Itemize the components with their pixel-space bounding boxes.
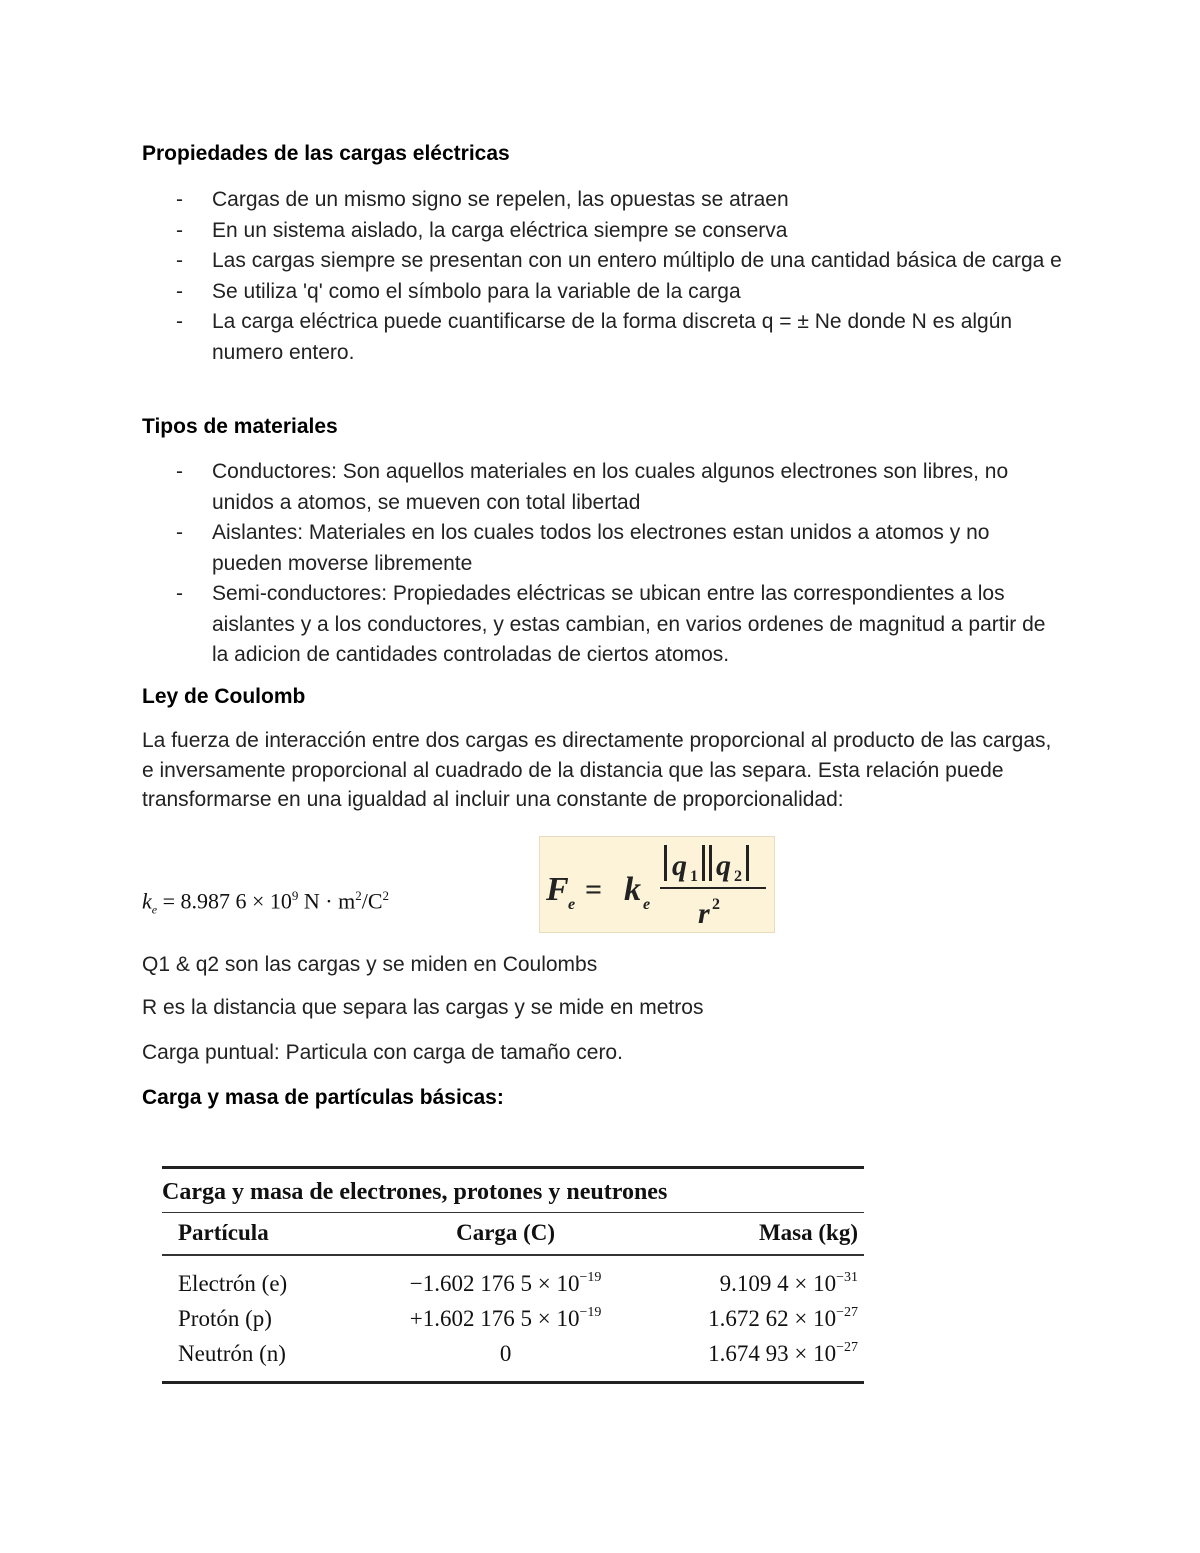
formula-r: r (698, 897, 710, 930)
header-particula: Partícula (178, 1220, 269, 1245)
cell-mass: 9.109 $4 \times 10^{-31}$ (719, 1270, 858, 1296)
list-item: - Conductores: Son aquellos materiales en los cuales algunos electrones son libres, no unidos a atomos, se mueven con total libertad (176, 460, 1009, 514)
table-row (162, 1301, 864, 1336)
tipos-list (142, 457, 1062, 671)
list-item: - Semi-conductores: Propiedades eléctricas se ubican entre las correspondientes a los aislantes y a los conductores, y estas cambian, en varios ordenes de magnitud a partir de la adicion de cantidades controladas de ciertos atomos. (176, 582, 1046, 666)
formula-force-subscript: e (568, 896, 576, 913)
table-caption: Carga y masa de electrones, protones y neutrones (162, 1179, 668, 1205)
cell-charge: 0 (499, 1341, 512, 1366)
formula-q1: q (672, 849, 687, 882)
formula-q2-subscript: 2 (734, 868, 742, 885)
coulomb-formula (539, 836, 775, 933)
list-item: - Se utiliza 'q' como el símbolo para la variable de la carga (176, 279, 741, 303)
table-row (162, 1336, 864, 1371)
formula-k-subscript: e (643, 896, 651, 913)
cell-particle: Neutrón (n) (178, 1340, 286, 1366)
cell-particle: Electrón (e) (178, 1270, 288, 1296)
cell-charge: +1.602 176 $5 \times 10^{-19}$ (409, 1305, 602, 1331)
formula-k-symbol: k (624, 871, 641, 908)
formula-q2: q (716, 849, 731, 882)
particles-table (162, 1166, 864, 1384)
note-cargas: Q1 & q2 son las cargas y se miden en Coulombs (142, 953, 598, 976)
abs-bar (702, 845, 705, 881)
note-distancia: R es la distancia que separa las cargas y se mide en metros (142, 996, 704, 1019)
section-title-particulas: Carga y masa de partículas básicas: (142, 1086, 504, 1109)
header-masa: Masa (kg) (758, 1220, 858, 1245)
abs-bar (664, 845, 667, 881)
fraction-line (660, 887, 766, 889)
abs-bar (709, 845, 712, 881)
header-carga: Carga (C) (456, 1220, 556, 1245)
formula-q1-subscript: 1 (690, 868, 698, 885)
coulomb-paragraph: La fuerza de interacción entre dos cargas es directamente proporcional al producto de las cargas, e inversamente proporcional al cuadrado de la distancia que las separa. Esta relación puede transformarse en una igualdad al incluir una constante de proporcionalidad: (142, 729, 1052, 811)
section-title-propiedades: Propiedades de las cargas eléctricas (142, 142, 510, 165)
cell-mass: 1.674 $93 \times 10^{-27}$ (708, 1340, 858, 1366)
formula-equals: = (585, 873, 603, 906)
formula-force-symbol: F (546, 871, 569, 908)
coulomb-constant: $k_e = 8.987$ $6 \times 10^9$ $N \cdot m^2/C^2$ (142, 888, 390, 917)
cell-charge: −1.602 176 $5 \times 10^{-19}$ (409, 1270, 602, 1296)
table-body (162, 1256, 864, 1381)
table-bottom-rule (162, 1381, 864, 1384)
list-item: - En un sistema aislado, la carga eléctrica siempre se conserva (176, 218, 788, 242)
list-item: - Aislantes: Materiales en los cuales todos los electrones estan unidos a atomos y no pueden moverse libremente (176, 521, 990, 575)
list-item: - Las cargas siempre se presentan con un entero múltiplo de una cantidad básica de carga e (176, 249, 1062, 272)
abs-bar (746, 845, 749, 881)
section-title-coulomb: Ley de Coulomb (142, 685, 306, 708)
note-carga-puntual: Carga puntual: Particula con carga de tamaño cero. (142, 1041, 623, 1064)
cell-particle: Protón (p) (178, 1305, 272, 1331)
section-title-tipos: Tipos de materiales (142, 415, 338, 438)
table-header-row (162, 1213, 864, 1254)
table-row (162, 1266, 864, 1301)
list-item: - La carga eléctrica puede cuantificarse de la forma discreta q = ± Ne donde N es algún numero entero. (176, 310, 1013, 364)
propiedades-list (142, 185, 1062, 368)
cell-mass: 1.672 $62 \times 10^{-27}$ (708, 1305, 858, 1331)
list-item: - Cargas de un mismo signo se repelen, las opuestas se atraen (176, 188, 789, 211)
formula-r-exponent: 2 (712, 896, 720, 913)
